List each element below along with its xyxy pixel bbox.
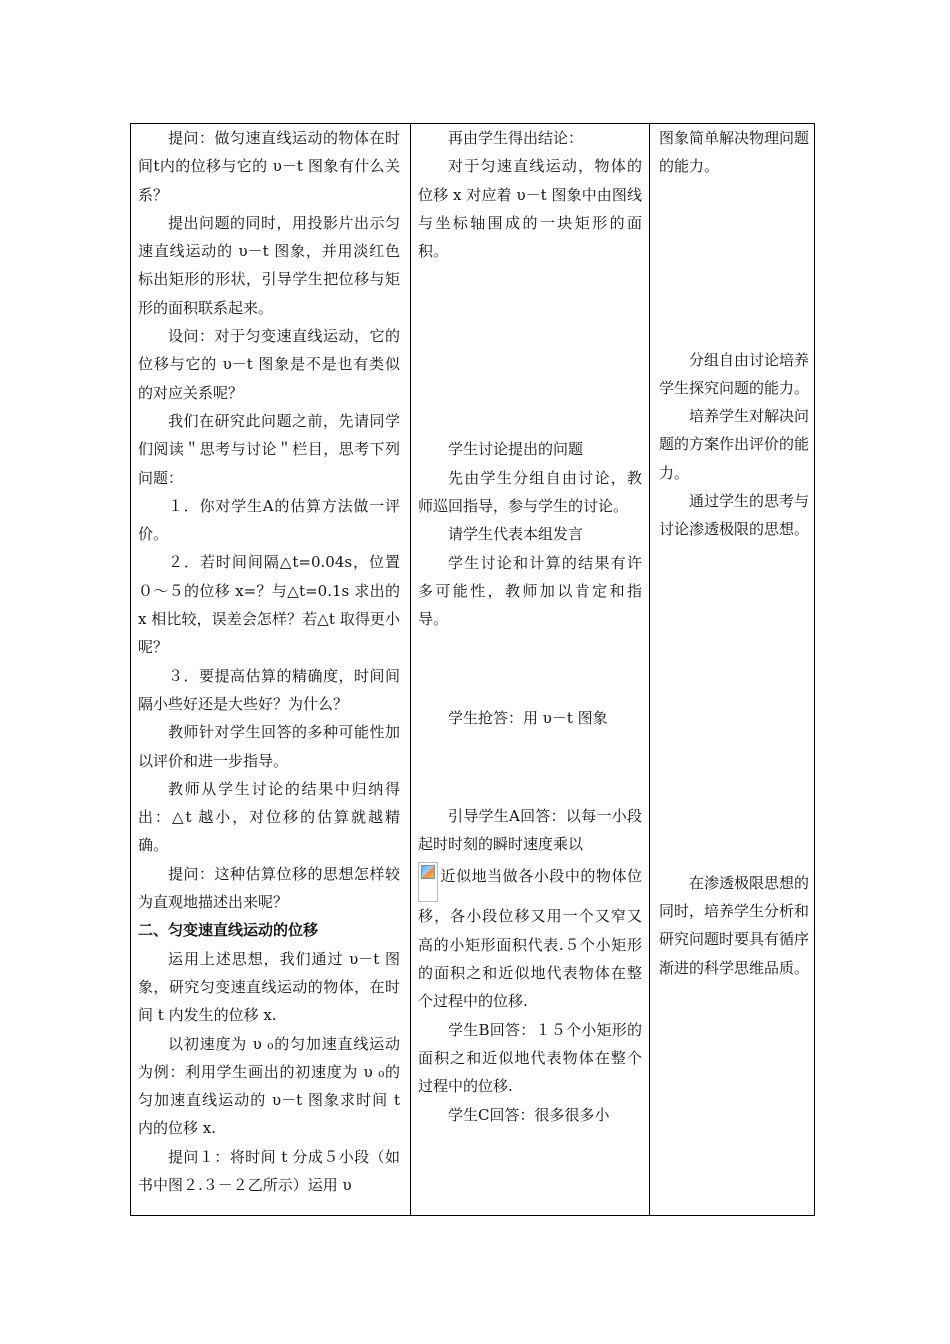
text-paragraph: 学生B回答：１５个小矩形的面积之和近似地代表物体在整个过程中的位移.	[418, 1020, 642, 1096]
numbered-question: １．你对学生A的估算方法做一评价。	[138, 496, 400, 544]
text-paragraph	[418, 862, 642, 1015]
text-paragraph: 培养学生对解决问题的方案作出评价的能力。	[659, 407, 810, 482]
text-paragraph: 教师针对学生回答的多种可能性加以评价和进一步指导。	[138, 723, 400, 770]
text-paragraph: 运用上述思想，我们通过 υ－t 图象，研究匀变速直线运动的物体，在时间 t 内发生的位移 x.	[138, 949, 400, 1025]
text-paragraph: 请学生代表本组发言	[448, 525, 584, 544]
text-paragraph: 我们在研究此问题之前，先请同学们阅读＂思考与讨论＂栏目，思考下列问题：	[138, 411, 400, 487]
design-intent-column	[659, 124, 809, 982]
text-paragraph: 提问１：将时间 t 分成５小段（如书中图２.３－２乙所示）运用 υ	[138, 1147, 400, 1194]
text-paragraph: 先由学生分组自由讨论，教师巡回指导，参与学生的讨论。	[418, 468, 642, 516]
text-paragraph: 引导学生A回答：以每一小段起时时刻的瞬时速度乘以	[418, 806, 642, 854]
text-paragraph: 提问：这种估算位移的思想怎样较为直观地描述出来呢？	[138, 864, 400, 912]
text-paragraph: 以初速度为 υ ₀的匀加速直线运动为例：利用学生画出的初速度为 υ ₀的匀加速直线运动的 υ－t 图象求时间 t 内的位移 x.	[138, 1034, 400, 1138]
text-paragraph: 学生C回答：很多很多小	[448, 1105, 610, 1124]
numbered-question: ２．若时间间隔△t=0.04s，位置０～５的位移 x=？与△t=0.1s 求出的 x 相比较，误差会怎样？若△t 取得更小呢？	[138, 553, 400, 657]
section-heading: 二、匀变速直线运动的位移	[138, 921, 319, 940]
text-paragraph: 学生讨论和计算的结果有许多可能性，教师加以肯定和指导。	[418, 553, 642, 629]
broken-image-icon	[418, 862, 438, 902]
text-paragraph: 再由学生得出结论：	[448, 129, 584, 147]
text-paragraph: 对于匀速直线运动，物体的位移 x 对应着 υ－t 图象中由图线与坐标轴围成的一块矩形的面积。	[418, 157, 642, 261]
text-paragraph: 图象简单解决物理问题的能力。	[659, 129, 810, 176]
teacher-activity-column	[138, 124, 400, 1199]
question-paragraph: 提问：做匀速直线运动的物体在时间t内的位移与它的 υ－t 图象有什么关系？	[138, 129, 400, 204]
text-span: 近似地当做各小段中的物体位移，各小段位移又用一个又窄又高的小矩形面积代表.５个小矩形的面积之和近似地代表物体在整个过程中的位移.	[418, 867, 642, 1011]
text-paragraph: 提出问题的同时，用投影片出示匀速直线运动的 υ－t 图象，并用淡红色标出矩形的形状，引导学生把位移与矩形的面积联系起来。	[138, 213, 400, 317]
text-paragraph: 教师从学生讨论的结果中归纳得出：△t 越小，对位移的估算就越精确。	[138, 779, 400, 855]
student-activity-column	[418, 124, 642, 1129]
numbered-question: ３．要提高估算的精确度，时间间隔小些好还是大些好？为什么？	[138, 666, 400, 713]
column-divider	[649, 124, 650, 1215]
text-paragraph: 分组自由讨论培养学生探究问题的能力。	[659, 350, 810, 397]
text-paragraph: 在渗透极限思想的同时，培养学生分析和研究问题时要具有循序渐进的科学思维品质。	[659, 873, 810, 977]
column-divider	[410, 124, 411, 1215]
text-paragraph: 设问：对于匀变速直线运动，它的位移与它的 υ－t 图象是不是也有类似的对应关系呢？	[138, 327, 400, 402]
lesson-table	[130, 123, 815, 1216]
text-paragraph: 通过学生的思考与讨论渗透极限的思想。	[659, 492, 810, 539]
text-paragraph: 学生抢答：用 υ－t 图象	[448, 708, 608, 727]
text-paragraph: 学生讨论提出的问题	[448, 440, 584, 459]
